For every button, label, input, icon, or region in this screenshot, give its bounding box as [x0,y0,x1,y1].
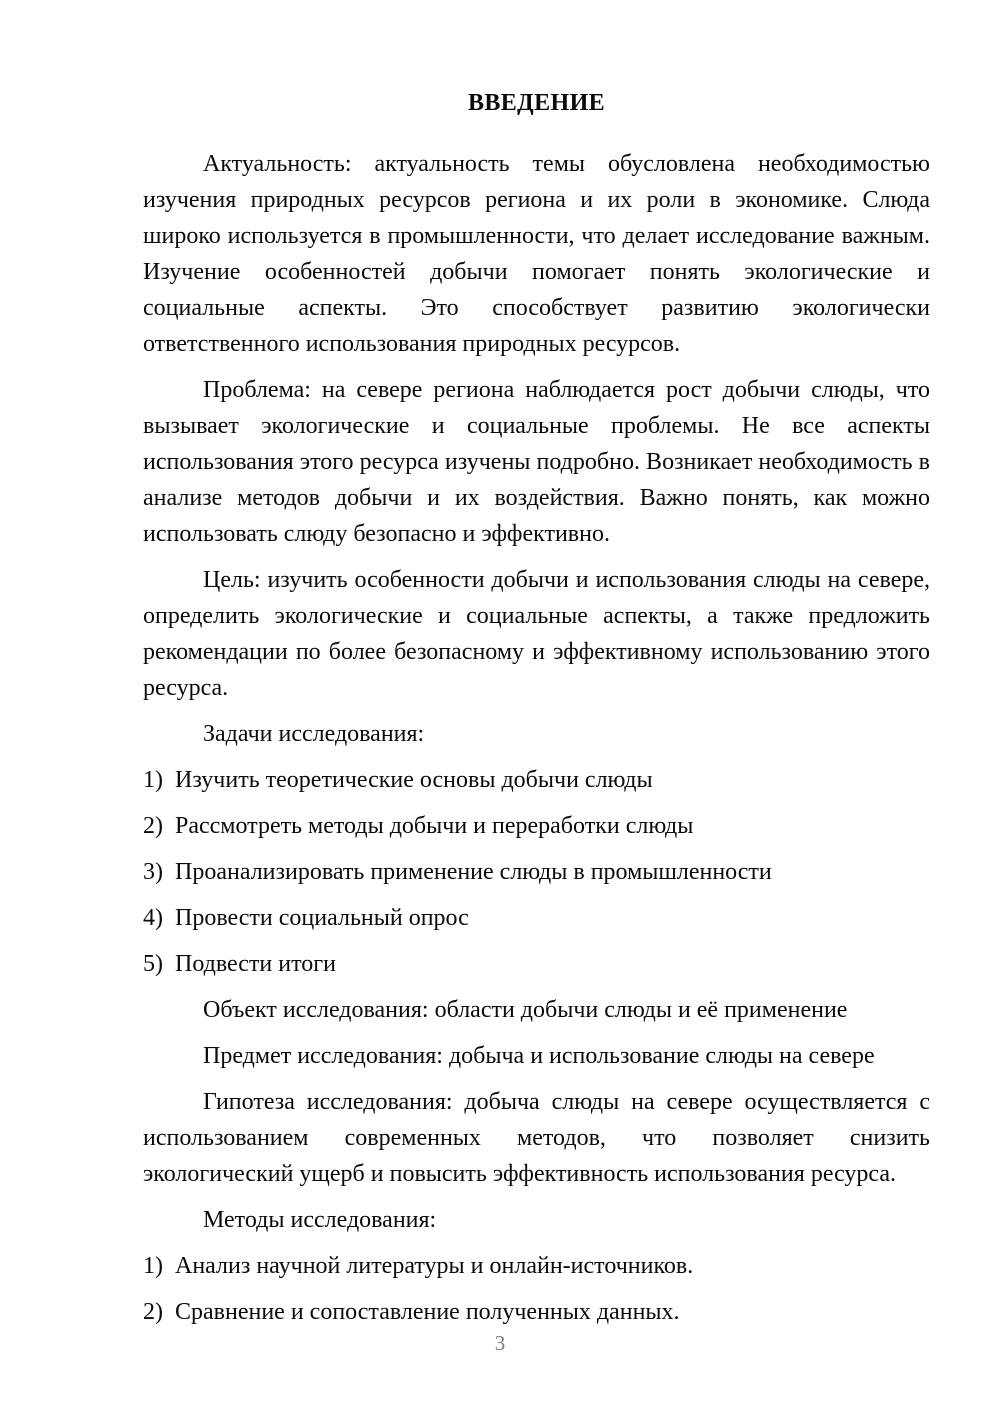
list-item-marker: 2) [143,813,163,839]
page-title: ВВЕДЕНИЕ [467,90,606,116]
page-number: 3 [494,1331,506,1355]
list-item-label: Сравнение и сопоставление полученных данных. [175,1299,680,1325]
list-item-label: Рассмотреть методы добычи и переработки слюды [175,813,694,839]
tasks-heading: Задачи исследования: [203,721,425,747]
methods-heading: Методы исследования: [203,1207,437,1233]
paragraph-problem: Проблема: на севере региона наблюдается рост добычи слюды, что вызывает экологические и социальные проблемы. Не все аспекты использования этого ресурса изучены подробно. Возникает необходимость в анализе методов добычи и их воздействия. Важно понять, как можно использовать слюду безопасно и эффективно. [143,377,930,547]
list-item-marker: 2) [143,1299,163,1325]
list-item-label: Провести социальный опрос [175,905,469,931]
list-item [143,1248,930,1284]
list-item-marker: 1) [143,767,163,793]
list-item-label: Анализ научной литературы и онлайн-источников. [175,1253,694,1279]
list-item-label: Изучить теоретические основы добычи слюды [175,767,653,793]
list-item [143,762,930,798]
list-item-marker: 5) [143,951,163,977]
list-item-marker: 3) [143,859,163,885]
paragraph-goal: Цель: изучить особенности добычи и использования слюды на севере, определить экологические и социальные аспекты, а также предложить рекомендации по более безопасному и эффективному использованию этого ресурса. [143,567,930,701]
list-item-label: Подвести итоги [175,951,336,977]
list-item-marker: 4) [143,905,163,931]
list-item [143,854,930,890]
list-item [143,946,930,982]
paragraph-object: Объект исследования: области добычи слюды и её применение [203,997,848,1023]
paragraph-subject: Предмет исследования: добыча и использование слюды на севере [203,1043,875,1069]
list-item [143,1294,930,1330]
paragraph-relevance: Актуальность: актуальность темы обусловлена необходимостью изучения природных ресурсов региона и их роли в экономике. Слюда широко используется в промышленности, что делает исследование важным. Изучение особенностей добычи помогает понять экологические и социальные аспекты. Это способствует развитию экологически ответственного использования природных ресурсов. [143,151,930,357]
document-body [143,86,930,1340]
methods-list [143,1248,930,1330]
list-item-marker: 1) [143,1253,163,1279]
paragraph-hypothesis: Гипотеза исследования: добыча слюды на севере осуществляется с использованием современных методов, что позволяет снизить экологический ущерб и повысить эффективность использования ресурса. [143,1089,930,1187]
list-item [143,808,930,844]
tasks-list [143,762,930,982]
list-item-label: Проанализировать применение слюды в промышленности [175,859,772,885]
list-item [143,900,930,936]
